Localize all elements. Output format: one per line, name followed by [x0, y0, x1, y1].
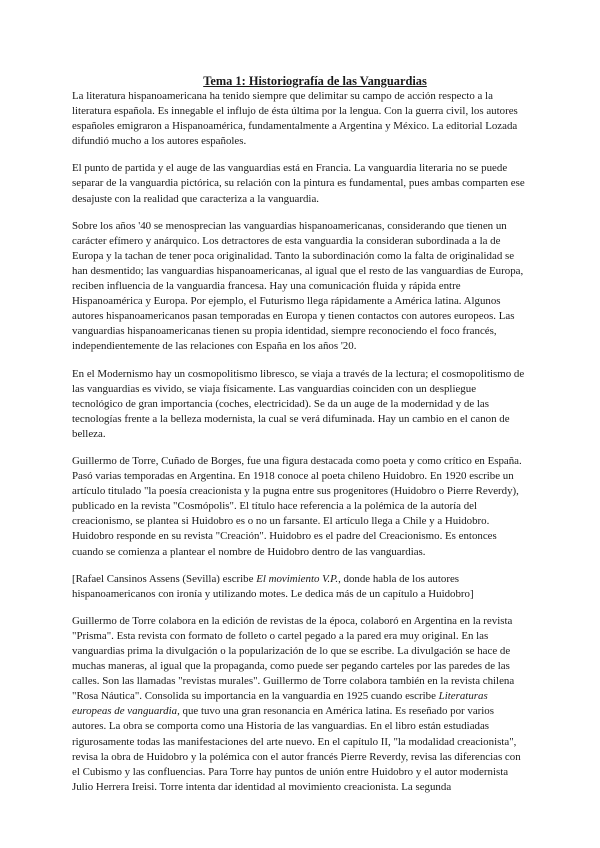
- page-title: Tema 1: Historiografía de las Vanguardias: [203, 74, 427, 88]
- book-title: Literaturas europeas de vanguardia: [72, 690, 488, 718]
- paragraph-revistas: [72, 614, 528, 795]
- text-run: Guillermo de Torre colabora en la edición de revistas de la época, colaboró en Argentina en la revista "Prisma". Esta revista con formato de folleto o cartel pegado a la pared era muy original. En las vanguardias prima la divulgación o la popularización de lo que se escribe. La divulgación se hace de muchas maneras, al igual que la propaganda, como puede ser pegando carteles por las paredes de las calles. Son las llamadas "revistas murales". Guillermo de Torre colabora también en la revista chilena "Rosa Náutica". Consolida su importancia en la vanguardia en 1925 cuando escribe: [72, 614, 515, 703]
- paragraph-forties: Sobre los años '40 se menosprecian las vanguardias hispanoamericanas, considerando que tienen un carácter efímero y anárquico. Los detractores de esta vanguardia la consideran subordinada a la de Europa y la tachan de tener poca originalidad. Tanto la subordinación como la falta de originalidad se han desmentido; las vanguardias hispanoamericanas, al igual que el resto de las vanguardias de Europa, reciben influencia de la vanguardia francesa. Hay una comunicación fluida y rápida entre Hispanoamérica y Europa. Por ejemplo, el Futurismo llega rápidamente a América latina. Algunos autores hispanoamericanos pasan temporadas en Europa y tienen contactos con autores europeos. Las vanguardias hispanoamericanas tienen su propia identidad, siempre reconociendo el foco francés, independientemente de las relaciones con España en los años '20.: [72, 219, 524, 353]
- paragraph-cansinos-assens: [72, 572, 528, 602]
- paragraph-gap: [72, 602, 528, 614]
- paragraph-gap: [72, 560, 528, 572]
- paragraph-france: El punto de partida y el auge de las vanguardias está en Francia. La vanguardia literaria no se puede separar de la vanguardia pictórica, su relación con la pintura es fundamental, pues ambas comparten ese desajuste con la realidad que caracteriza a la vanguardia.: [72, 162, 525, 205]
- paragraph-gap: [72, 207, 528, 219]
- paragraph-gap: [72, 442, 528, 454]
- text-run: , que tuvo una gran resonancia en América latina. Es reseñado por varios autores. La obra se comporta como una Historia de las vanguardias. En el libro están estudiadas rigurosamente todas las manifestaciones del arte nuevo. En el capítulo II, "la modalidad creacionista", revisa la obra de Huidobro y la polémica con el autor francés Pierre Reverdy, revisa las diferencias con el Cubismo y las confluencias. Para Torre hay puntos de unión entre Huidobro y el autor modernista Julio Herrera Ireisi. Torre intenta dar identidad al movimiento creacionista. La segunda: [72, 705, 521, 793]
- paragraph-modernismo: En el Modernismo hay un cosmopolitismo libresco, se viaja a través de la lectura; el cosmopolitismo de las vanguardias es vivido, se viaja físicamente. Las vanguardias coinciden con un despliegue tecnológico de gran importancia (coches, electricidad). Se da un auge de la modernidad y de las tecnologías frente a la belleza modernista, la cual se verá difuminada. Hay un cambio en el canon de belleza.: [72, 367, 525, 440]
- text-run: [Rafael Cansinos Assens (Sevilla) escribe: [72, 572, 257, 585]
- book-title: El movimiento V.P.: [256, 572, 339, 585]
- paragraph-guillermo-de-torre: Guillermo de Torre, Cuñado de Borges, fue una figura destacada como poeta y como crítico en España. Pasó varias temporadas en Argentina. En 1918 conoce al poeta chileno Huidobro. En 1920 escribe un artículo titulado "la poesía creacionista y la pugna entre sus progenitores (Huidobro o Pierre Reverdy), publicado en la revista "Cosmópolis". El título hace referencia a la polémica de la autoría del creacionismo, se plantea si Huidobro es o no un farsante. El artículo llega a Chile y a Huidobro. Huidobro responde en su revista "Creación". Huidobro es el padre del Creacionismo. Es entonces cuando se comienza a plantear el nombre de Huidobro dentro de las vanguardias.: [72, 454, 522, 558]
- paragraph-gap: [72, 355, 528, 367]
- text-run: , donde habla de los autores hispanoamericanos con ironía y utilizando motes. Le dedica más de un capítulo a Huidobro]: [72, 572, 474, 600]
- paragraph-intro: La literatura hispanoamericana ha tenido siempre que delimitar su campo de acción respecto a la literatura española. Es innegable el influjo de ésta última por la lengua. Con la guerra civil, los autores españoles emigraron a Hispanoamérica, fundamentalmente a Argentina y México. La editorial Lozada difundió mucho a los autores españoles.: [72, 90, 518, 148]
- paragraph-gap: [72, 149, 528, 161]
